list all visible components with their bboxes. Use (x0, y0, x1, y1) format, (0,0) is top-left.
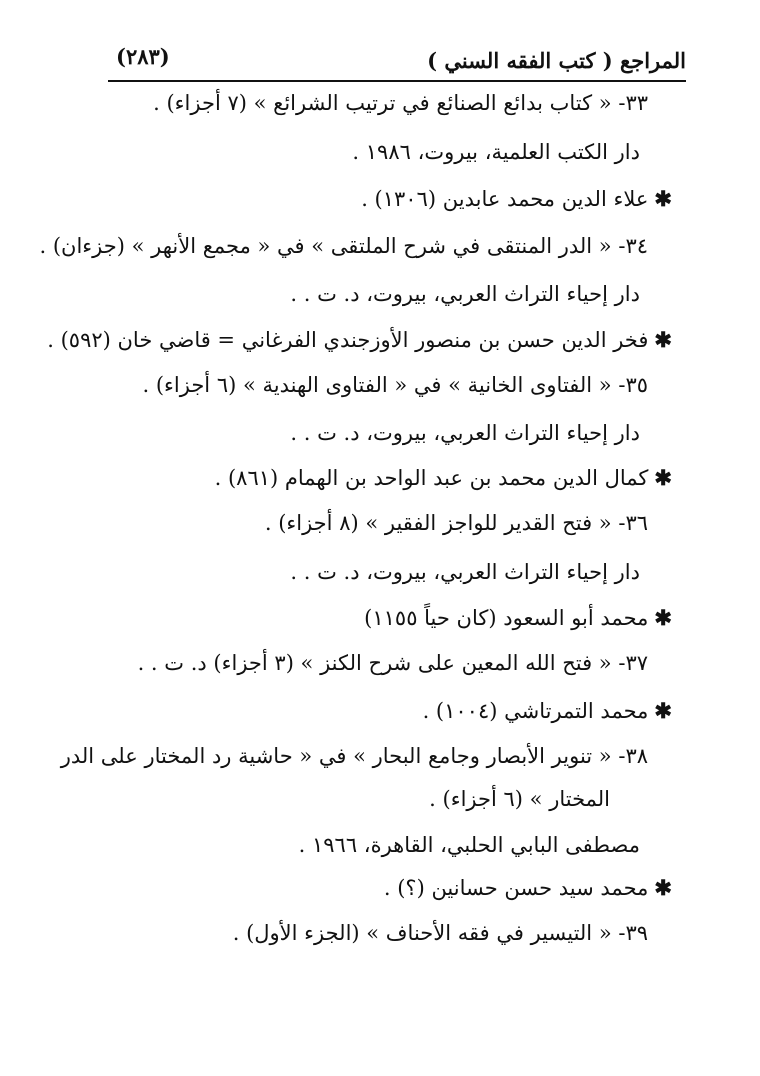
asterisk-bullet-icon: ✱ (654, 698, 672, 723)
author-line (423, 696, 672, 726)
author-name: علاء الدين محمد عابدين (١٣٠٦) . (361, 187, 649, 211)
header-rule (108, 80, 686, 82)
entry-33-title: ٣٣- « كتاب بدائع الصنائع في ترتيب الشرائع » (٧ أجزاء) . (153, 91, 648, 115)
entry-35-publisher: دار إحياء التراث العربي، بيروت، د. ت . . (290, 421, 640, 445)
entry-38-title: ٣٨- « تنوير الأبصار وجامع البحار » في « حاشية رد المختار على الدر (60, 744, 648, 768)
author-name: فخر الدين حسن بن منصور الأوزجندي الفرغاني = قاضي خان (٥٩٢) . (47, 328, 649, 352)
author-line (47, 325, 672, 355)
author-name: محمد سيد حسن حسانين (؟) . (383, 876, 649, 900)
entry-36-publisher: دار إحياء التراث العربي، بيروت، د. ت . . (290, 560, 640, 584)
author-name: كمال الدين محمد بن عبد الواحد بن الهمام (٨٦١) . (214, 466, 649, 490)
asterisk-bullet-icon: ✱ (654, 465, 672, 490)
author-line (215, 463, 672, 493)
author-line (361, 184, 672, 214)
entry-37-title: ٣٧- « فتح الله المعين على شرح الكنز » (٣ أجزاء) د. ت . . (137, 651, 648, 675)
page-header (108, 40, 686, 78)
entry-34-publisher: دار إحياء التراث العربي، بيروت، د. ت . . (290, 282, 640, 306)
author-name: محمد أبو السعود (كان حياً ١١٥٥) (364, 606, 649, 630)
entry-39-title: ٣٩- « التيسير في فقه الأحناف » (الجزء الأول) . (232, 921, 648, 945)
author-line (364, 603, 672, 633)
asterisk-bullet-icon: ✱ (654, 875, 672, 900)
entry-34-title: ٣٤- « الدر المنتقى في شرح الملتقى » في « مجمع الأنهر » (جزءان) . (39, 234, 648, 258)
author-name: محمد التمرتاشي (١٠٠٤) . (422, 699, 649, 723)
author-line (384, 873, 672, 903)
entry-36-title: ٣٦- « فتح القدير للواجز الفقير » (٨ أجزاء) . (264, 511, 648, 535)
entry-38-title-continued: المختار » (٦ أجزاء) . (429, 787, 610, 811)
asterisk-bullet-icon: ✱ (654, 186, 672, 211)
page-number: (٢٨٣) (116, 44, 170, 69)
asterisk-bullet-icon: ✱ (654, 605, 672, 630)
running-title: المراجع ( كتب الفقه السني ) (427, 48, 686, 73)
asterisk-bullet-icon: ✱ (654, 327, 672, 352)
entry-38-publisher: مصطفى البابي الحلبي، القاهرة، ١٩٦٦ . (298, 833, 640, 857)
entry-35-title: ٣٥- « الفتاوى الخانية » في « الفتاوى الهندية » (٦ أجزاء) . (142, 373, 648, 397)
entry-33-publisher: دار الكتب العلمية، بيروت، ١٩٨٦ . (352, 140, 640, 164)
